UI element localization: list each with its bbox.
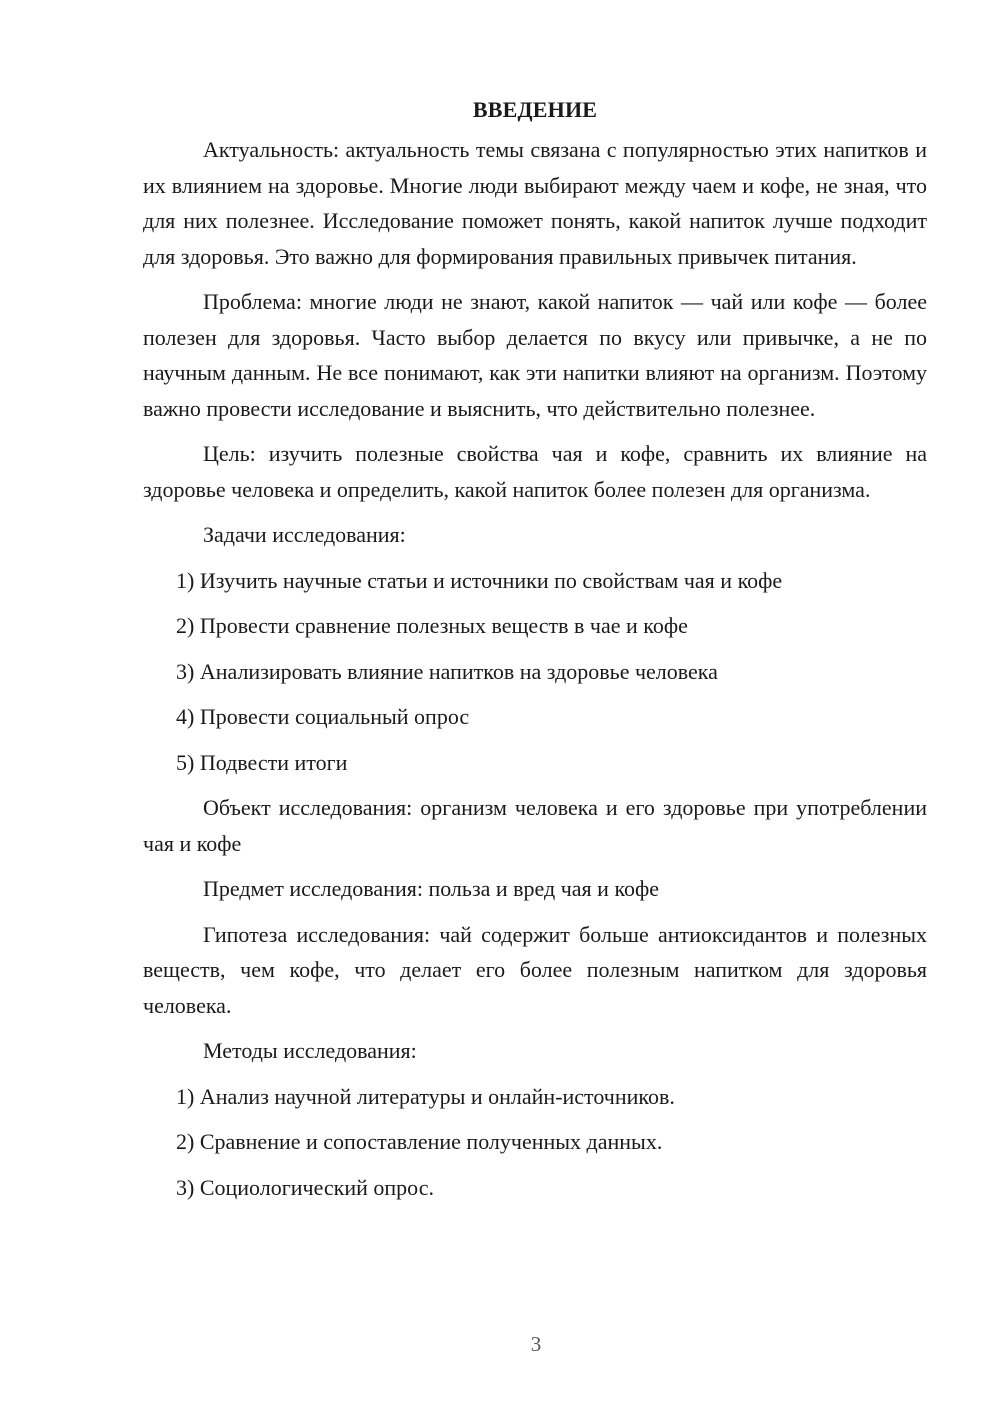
document-page: [143, 92, 927, 1215]
list-item: 3) Анализировать влияние напитков на здоровье человека: [176, 658, 718, 684]
list-item: 4) Провести социальный опрос: [176, 704, 470, 729]
tasks-title: Задачи исследования:: [203, 522, 406, 547]
subject-paragraph: Предмет исследования: польза и вред чая и кофе: [203, 876, 660, 901]
list-item: 1) Изучить научные статьи и источники по свойствам чая и кофе: [176, 567, 783, 593]
page-title: ВВЕДЕНИЕ: [472, 97, 598, 122]
list-item: 3) Социологический опрос.: [176, 1174, 434, 1200]
page-number: 3: [530, 1332, 542, 1356]
list-item: 2) Провести сравнение полезных веществ в чае и кофе: [176, 613, 688, 638]
goal-paragraph: Цель: изучить полезные свойства чая и кофе, сравнить их влияние на здоровье человека и определить, какой напиток более полезен для организма.: [143, 441, 927, 502]
tasks-list: [143, 563, 927, 781]
methods-title: Методы исследования:: [203, 1038, 417, 1063]
object-paragraph: Объект исследования: организм человека и его здоровье при употреблении чая и кофе: [143, 795, 927, 856]
hypothesis-paragraph: Гипотеза исследования: чай содержит больше антиоксидантов и полезных веществ, чем кофе, что делает его более полезным напитком для здоровья человека.: [143, 921, 927, 1018]
relevance-paragraph: Актуальность: актуальность темы связана с популярностью этих напитков и их влиянием на здоровье. Многие люди выбирают между чаем и кофе, не зная, что для них полезнее. Исследование поможет понять, какой напиток лучше подходит для здоровья. Это важно для формирования правильных привычек питания.: [143, 137, 927, 269]
problem-paragraph: Проблема: многие люди не знают, какой напиток — чай или кофе — более полезен для здоровья. Часто выбор делается по вкусу или привычке, а не по научным данным. Не все понимают, как эти напитки влияют на организм. Поэтому важно провести исследование и выяснить, что действительно полезнее.: [143, 289, 927, 421]
list-item: 2) Сравнение и сопоставление полученных данных.: [176, 1129, 663, 1154]
methods-list: [143, 1079, 927, 1206]
list-item: 1) Анализ научной литературы и онлайн-источников.: [176, 1083, 675, 1109]
list-item: 5) Подвести итоги: [176, 749, 348, 775]
